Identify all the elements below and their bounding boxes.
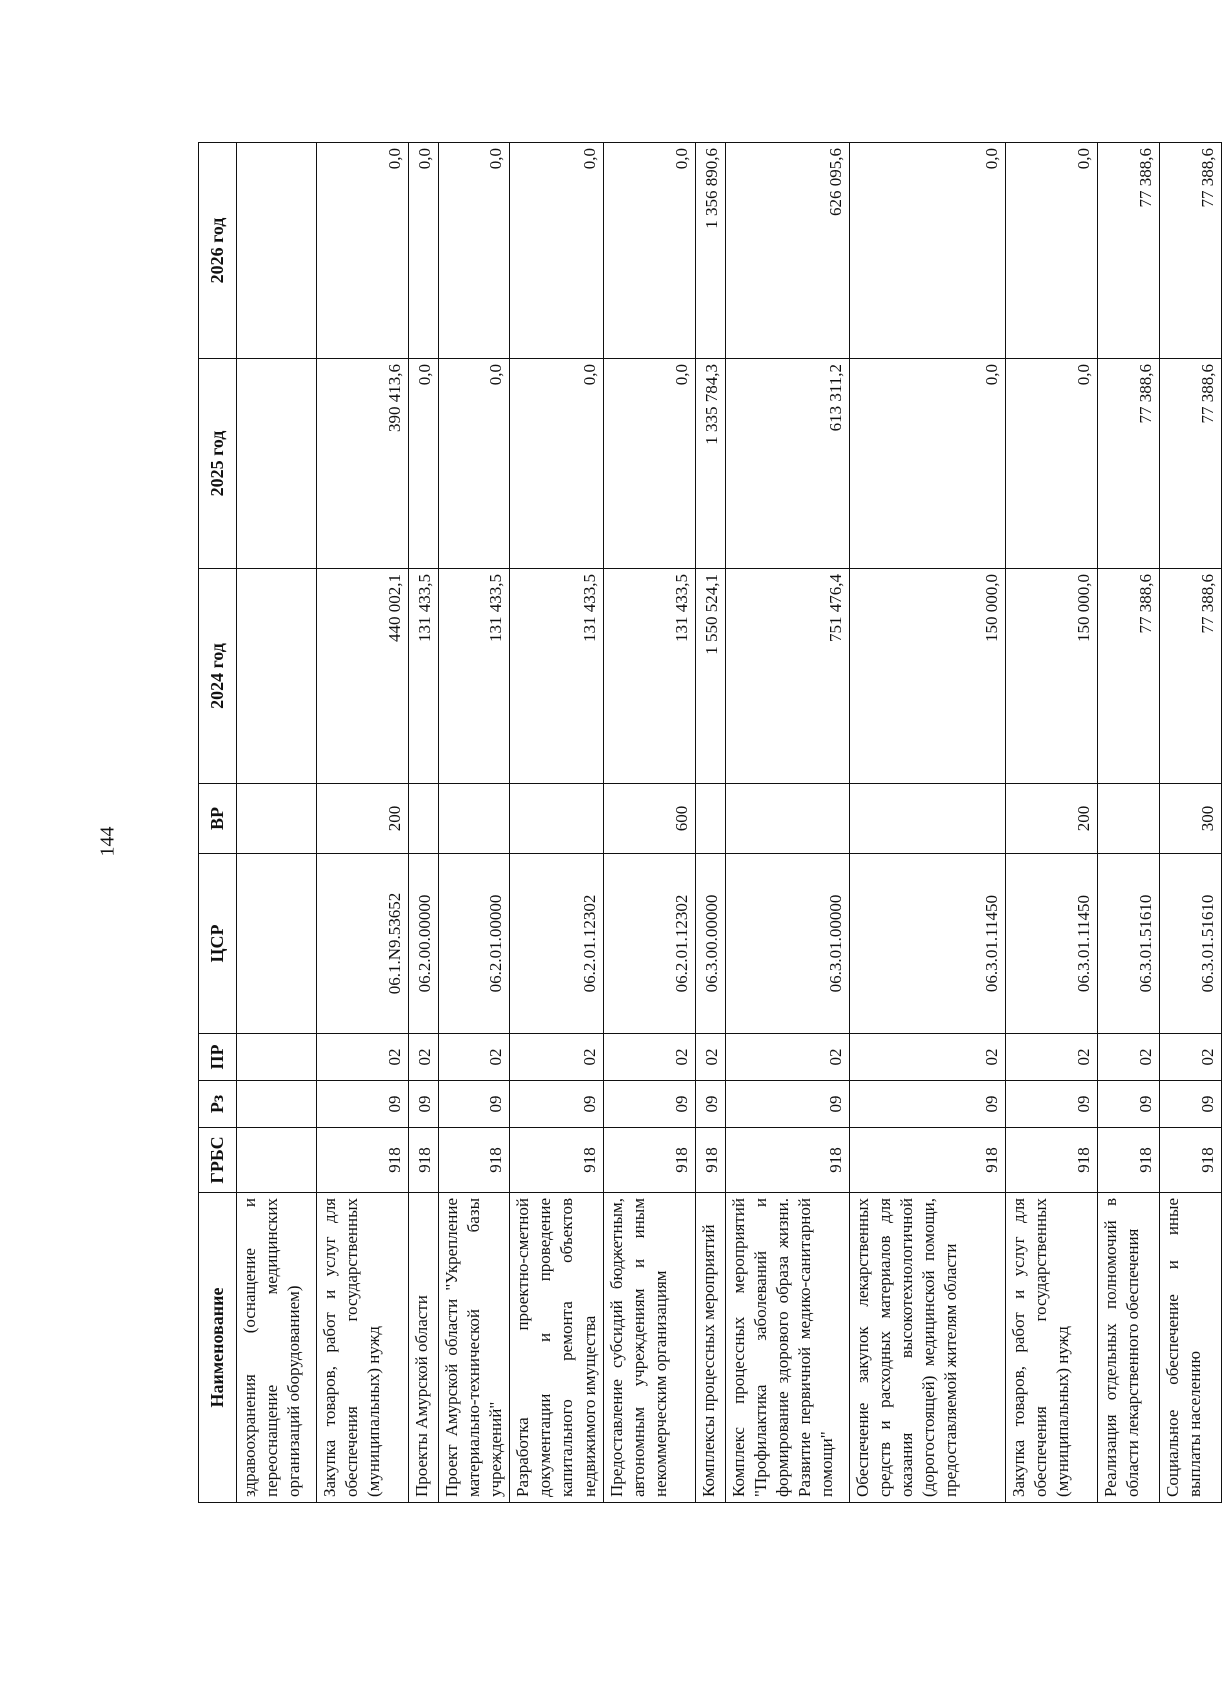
cell-csr: 06.3.00.00000 [695,854,725,1034]
cell-pr: 02 [603,1034,695,1081]
table-row [510,143,603,1503]
cell-y2025: 0,0 [849,359,1005,569]
cell-y2025: 390 413,6 [317,359,409,569]
cell-csr: 06.3.01.00000 [725,854,849,1034]
cell-vr [409,784,439,854]
table-row [695,143,725,1503]
cell-y2024: 131 433,5 [409,569,439,784]
cell-y2026 [237,143,317,359]
cell-name: Проекты Амурской области [409,1193,439,1503]
cell-pr: 02 [725,1034,849,1081]
cell-vr [725,784,849,854]
cell-csr: 06.2.01.12302 [510,854,603,1034]
cell-y2025: 0,0 [1005,359,1097,569]
cell-grbs: 918 [1005,1128,1097,1193]
cell-rz [237,1081,317,1128]
cell-vr: 600 [603,784,695,854]
header-name: Наименование [199,1193,237,1503]
cell-y2025: 77 388,6 [1097,359,1159,569]
cell-y2024: 440 002,1 [317,569,409,784]
cell-pr: 02 [1159,1034,1221,1081]
cell-csr: 06.3.01.11450 [1005,854,1097,1034]
cell-grbs: 918 [409,1128,439,1193]
cell-grbs: 918 [725,1128,849,1193]
table-row [317,143,409,1503]
cell-y2024: 77 388,6 [1159,569,1221,784]
cell-csr: 06.1.N9.53652 [317,854,409,1034]
cell-y2025: 0,0 [603,359,695,569]
cell-pr: 02 [317,1034,409,1081]
cell-vr [439,784,510,854]
table-row [849,143,1005,1503]
cell-y2025: 0,0 [439,359,510,569]
cell-y2024: 150 000,0 [1005,569,1097,784]
cell-pr [237,1034,317,1081]
cell-y2026: 0,0 [510,143,603,359]
header-2025: 2025 год [199,359,237,569]
page-number: 144 [96,826,119,857]
cell-rz: 09 [317,1081,409,1128]
cell-y2026: 0,0 [409,143,439,359]
cell-y2026: 0,0 [849,143,1005,359]
cell-y2026: 0,0 [1005,143,1097,359]
cell-vr: 200 [317,784,409,854]
cell-name: Комплексы процессных мероприятий [695,1193,725,1503]
header-2026: 2026 год [199,143,237,359]
cell-y2026: 0,0 [439,143,510,359]
table-row [1097,143,1159,1503]
cell-y2024: 131 433,5 [510,569,603,784]
table-row [409,143,439,1503]
header-rz: Рз [199,1081,237,1128]
cell-y2025: 1 335 784,3 [695,359,725,569]
cell-vr: 200 [1005,784,1097,854]
cell-csr: 06.3.01.51610 [1159,854,1221,1034]
cell-grbs: 918 [510,1128,603,1193]
cell-y2026: 0,0 [603,143,695,359]
table-row [1005,143,1097,1503]
header-grbs: ГРБС [199,1128,237,1193]
cell-name: Проект Амурской области "Укрепление материально-технической базы учреждений" [439,1193,510,1503]
cell-y2025: 77 388,6 [1159,359,1221,569]
table-header-row [199,143,237,1503]
cell-y2024: 131 433,5 [439,569,510,784]
cell-vr [1097,784,1159,854]
cell-csr [237,854,317,1034]
cell-y2024: 751 476,4 [725,569,849,784]
table-row [237,143,317,1503]
cell-vr [695,784,725,854]
cell-csr: 06.2.01.12302 [603,854,695,1034]
cell-grbs: 918 [1097,1128,1159,1193]
cell-grbs: 918 [439,1128,510,1193]
cell-pr: 02 [849,1034,1005,1081]
cell-grbs: 918 [849,1128,1005,1193]
cell-rz: 09 [439,1081,510,1128]
cell-name: Комплекс процессных мероприятий "Профилактика заболеваний и формирование здорового образа жизни. Развитие первичной медико-санитарной помощи" [725,1193,849,1503]
cell-pr: 02 [439,1034,510,1081]
cell-pr: 02 [409,1034,439,1081]
cell-y2025: 613 311,2 [725,359,849,569]
cell-y2025 [237,359,317,569]
cell-name: Разработка проектно-сметной документации и проведение капитального ремонта объектов недвижимого имущества [510,1193,603,1503]
cell-y2024: 1 550 524,1 [695,569,725,784]
cell-y2024 [237,569,317,784]
cell-pr: 02 [1097,1034,1159,1081]
table-row [439,143,510,1503]
cell-csr: 06.2.00.00000 [409,854,439,1034]
cell-rz: 09 [1005,1081,1097,1128]
cell-y2024: 150 000,0 [849,569,1005,784]
cell-rz: 09 [849,1081,1005,1128]
cell-csr: 06.3.01.11450 [849,854,1005,1034]
header-csr: ЦСР [199,854,237,1034]
cell-pr: 02 [1005,1034,1097,1081]
header-vr: ВР [199,784,237,854]
cell-y2026: 0,0 [317,143,409,359]
cell-rz: 09 [725,1081,849,1128]
table-row [603,143,695,1503]
cell-name: Социальное обеспечение и иные выплаты населению [1159,1193,1221,1503]
cell-y2026: 77 388,6 [1159,143,1221,359]
cell-y2026: 626 095,6 [725,143,849,359]
cell-rz: 09 [409,1081,439,1128]
cell-pr: 02 [695,1034,725,1081]
cell-rz: 09 [1159,1081,1221,1128]
cell-name: Закупка товаров, работ и услуг для обеспечения государственных (муниципальных) нужд [1005,1193,1097,1503]
cell-grbs: 918 [603,1128,695,1193]
cell-rz: 09 [510,1081,603,1128]
cell-y2025: 0,0 [409,359,439,569]
cell-csr: 06.2.01.00000 [439,854,510,1034]
cell-pr: 02 [510,1034,603,1081]
header-pr: ПР [199,1034,237,1081]
cell-y2026: 77 388,6 [1097,143,1159,359]
cell-name: Предоставление субсидий бюджетным, автономным учреждениям и иным некоммерческим организациям [603,1193,695,1503]
header-2024: 2024 год [199,569,237,784]
table-row [725,143,849,1503]
cell-grbs: 918 [695,1128,725,1193]
cell-y2025: 0,0 [510,359,603,569]
cell-csr: 06.3.01.51610 [1097,854,1159,1034]
budget-table-container [198,143,1217,1503]
cell-grbs: 918 [317,1128,409,1193]
cell-y2026: 1 356 890,6 [695,143,725,359]
cell-vr [849,784,1005,854]
cell-y2024: 77 388,6 [1097,569,1159,784]
cell-vr [510,784,603,854]
cell-name: Обеспечение закупок лекарственных средств и расходных материалов для оказания высокотехнологичной (дорогостоящей) медицинской помощи, предоставляемой жителям области [849,1193,1005,1503]
cell-vr [237,784,317,854]
cell-rz: 09 [1097,1081,1159,1128]
cell-grbs [237,1128,317,1193]
cell-y2024: 131 433,5 [603,569,695,784]
budget-table [198,142,1222,1503]
table-row [1159,143,1221,1503]
cell-grbs: 918 [1159,1128,1221,1193]
cell-name: здравоохранения (оснащение и переоснащение медицинских организаций оборудованием) [237,1193,317,1503]
cell-name: Закупка товаров, работ и услуг для обеспечения государственных (муниципальных) нужд [317,1193,409,1503]
cell-rz: 09 [695,1081,725,1128]
cell-vr: 300 [1159,784,1221,854]
cell-rz: 09 [603,1081,695,1128]
cell-name: Реализация отдельных полномочий в области лекарственного обеспечения [1097,1193,1159,1503]
